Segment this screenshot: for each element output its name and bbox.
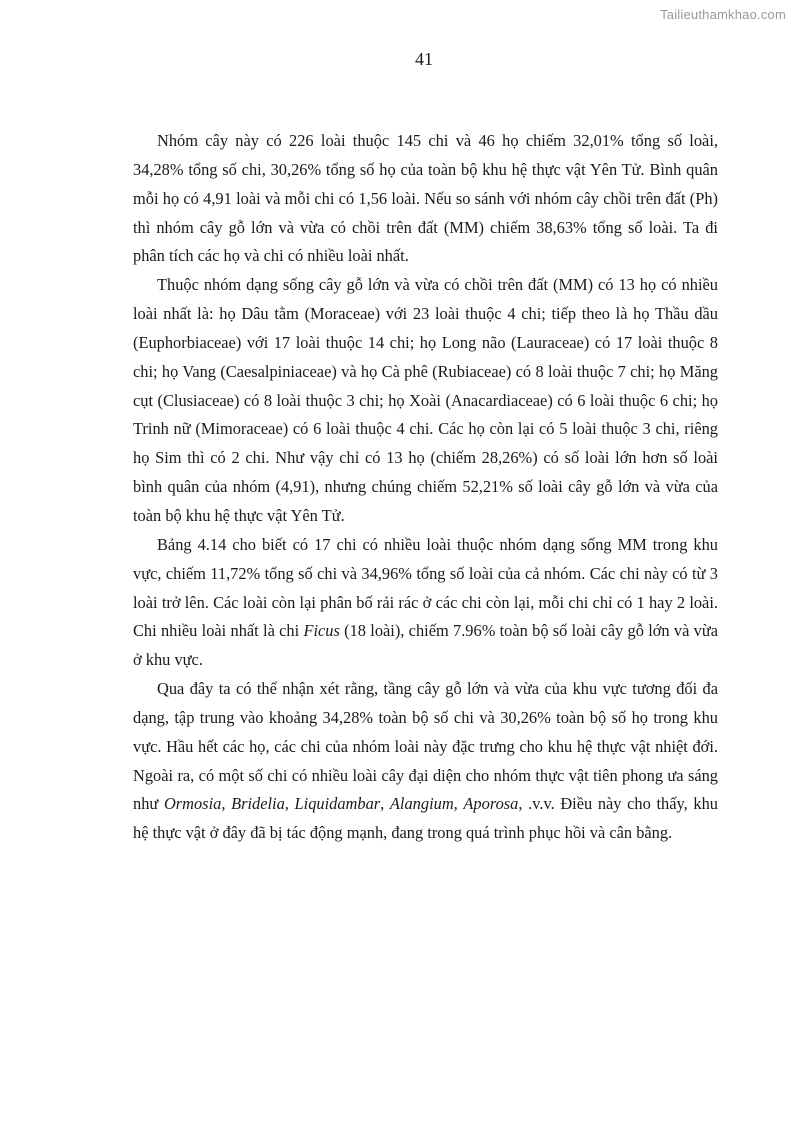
italic-text-run: Bridelia — [231, 794, 285, 814]
italic-text-run: Ficus — [303, 621, 340, 641]
document-body — [133, 127, 718, 848]
paragraph — [133, 127, 718, 271]
text-run: Bảng 4.14 cho biết có 17 chi có nhiều loài thuộc nhóm dạng sống MM trong khu vực, chiếm 11,72% tổng số chi và 34,96% tổng số loài của cả nhóm. Các chi này có từ 3 loài trở lên. Các loài còn lại phân bố rải rác ở các chi còn lại, mỗi chi chỉ có 1 hay 2 loài. Chi nhiều loài nhất là chi — [133, 534, 718, 641]
text-run: , — [453, 794, 464, 814]
text-run: Nhóm cây này có 226 loài thuộc 145 chi và 46 họ chiếm 32,01% tổng số loài, 34,28% tổng số chi, 30,26% tổng số họ của toàn bộ khu hệ thực vật Yên Tử. Bình quân mỗi họ có 4,91 loài và mỗi chi có 1,56 loài. Nếu so sánh với nhóm cây chồi trên đất (Ph) thì nhóm cây gỗ lớn và vừa có chồi trên đất (MM) chiếm 38,63% tổng số loài. Ta đi phân tích các họ và chi có nhiều loài nhất. — [133, 131, 718, 266]
text-run: , — [221, 794, 232, 814]
text-run: , .v.v. Điều này cho thấy, khu hệ thực vật ở đây đã bị tác động mạnh, đang trong quá trình phục hồi và cân bằng. — [133, 794, 718, 843]
paragraph — [133, 531, 718, 675]
italic-text-run: Aporosa — [463, 794, 519, 814]
text-run: , — [380, 794, 390, 814]
italic-text-run: Alangium — [389, 794, 454, 814]
paragraph — [133, 675, 718, 848]
paragraph — [133, 271, 718, 531]
italic-text-run: Ormosia — [163, 794, 222, 814]
text-run: (18 loài), chiếm 7.96% toàn bộ số loài cây gỗ lớn và vừa ở khu vực. — [133, 621, 718, 670]
watermark: Tailieuthamkhao.com — [660, 7, 786, 22]
italic-text-run: Liquidambar — [294, 794, 381, 814]
page-number: 41 — [415, 49, 433, 69]
text-run: Thuộc nhóm dạng sống cây gỗ lớn và vừa có chồi trên đất (MM) có 13 họ có nhiều loài nhất là: họ Dâu tằm (Moraceae) với 23 loài thuộc 4 chi; tiếp theo là họ Thầu dầu (Euphorbiaceae) với 17 loài thuộc 14 chi; họ Long não (Lauraceae) có 17 loài thuộc 8 chi; họ Vang (Caesalpiniaceae) và họ Cà phê (Rubiaceae) có 8 loài thuộc 7 chi; họ Măng cụt (Clusiaceae) có 8 loài thuộc 3 chi; họ Xoài (Anacardiaceae) có 6 loài thuộc 6 chi; họ Trinh nữ (Mimoraceae) có 6 loài thuộc 4 chi. Các họ còn lại có 5 loài thuộc 3 chi, riêng họ Sim thì có 2 chi. Như vậy chỉ có 13 họ (chiếm 28,26%) có số loài lớn hơn số loài bình quân của nhóm (4,91), nhưng chúng chiếm 52,21% số loài cây gỗ lớn và vừa của toàn bộ khu hệ thực vật Yên Tử. — [133, 275, 718, 525]
text-run: Qua đây ta có thể nhận xét rằng, tầng cây gỗ lớn và vừa của khu vực tương đối đa dạng, tập trung vào khoảng 34,28% toàn bộ số chi và 30,26% toàn bộ số họ trong khu vực. Hầu hết các họ, các chi của nhóm loài này đặc trưng cho khu hệ thực vật nhiệt đới. Ngoài ra, có một số chi có nhiều loài cây đại diện cho nhóm thực vật tiên phong ưa sáng như — [133, 679, 718, 814]
text-run: , — [284, 794, 295, 814]
